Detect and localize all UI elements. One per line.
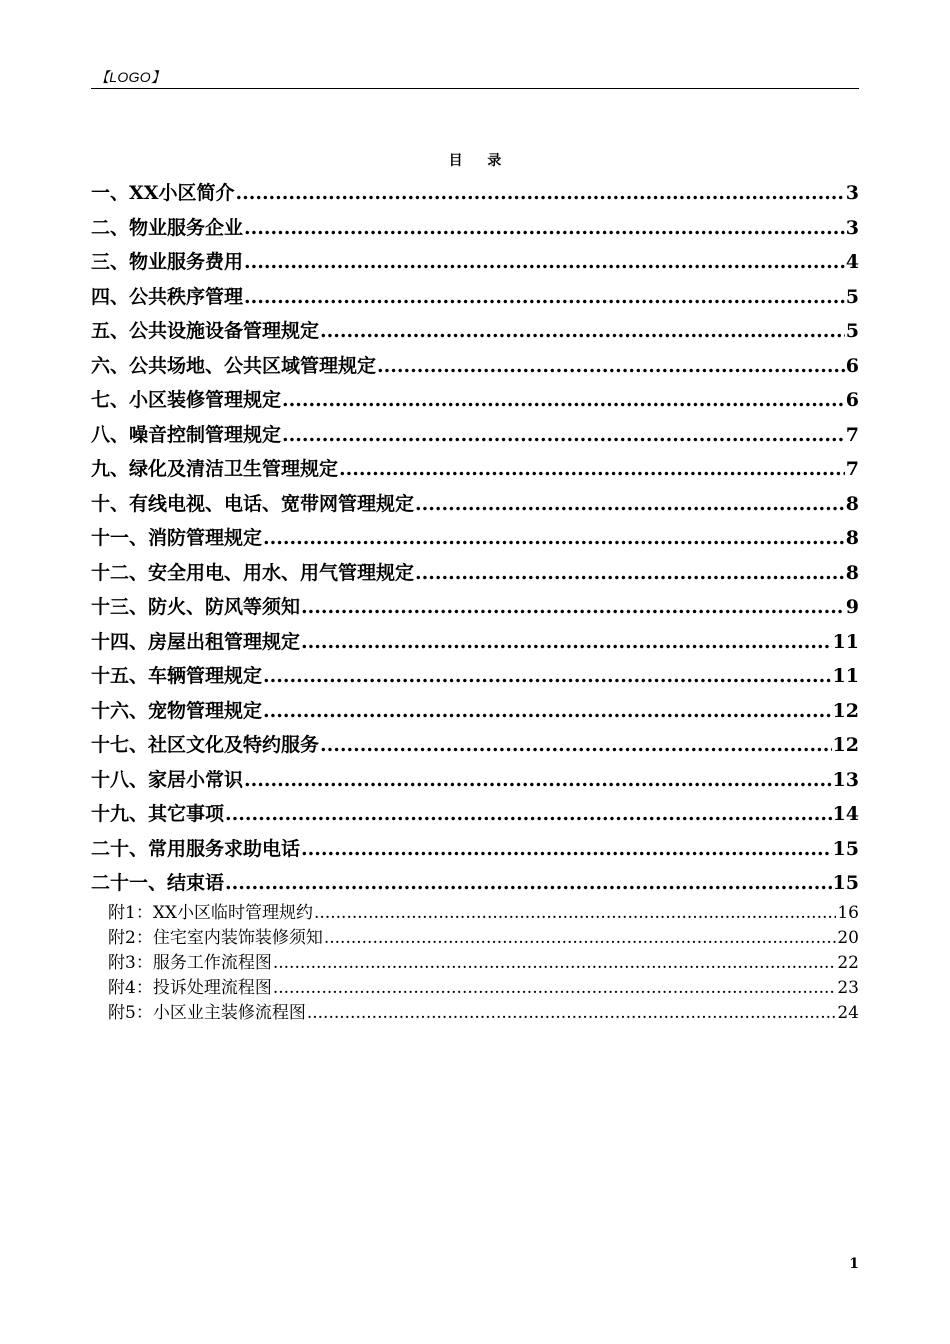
toc-entry[interactable] xyxy=(91,926,859,951)
toc-entry-label: 十八、家居小常识 xyxy=(91,768,244,791)
toc-entry-page: 6 xyxy=(845,389,859,411)
toc-entry-page: 5 xyxy=(845,320,859,342)
toc-entry-page: 11 xyxy=(832,665,859,687)
toc-entry-label: 十三、防火、防风等须知 xyxy=(91,596,301,618)
toc-leader-dots xyxy=(301,625,832,660)
toc-entry[interactable] xyxy=(91,797,859,832)
toc-entry-label: 一、XX小区简介 xyxy=(91,182,235,204)
toc-leader-dots xyxy=(225,797,832,832)
toc-entry[interactable] xyxy=(91,976,859,1001)
toc-leader-dots xyxy=(320,728,832,763)
toc-entry[interactable] xyxy=(91,280,859,315)
toc-entry[interactable] xyxy=(91,521,859,556)
toc-entry-page: 8 xyxy=(845,561,859,584)
toc-entry-label: 十二、安全用电、用水、用气管理规定 xyxy=(91,561,415,584)
toc-entry-label: 附5：小区业主装修流程图 xyxy=(108,1002,306,1023)
toc-leader-dots xyxy=(415,556,845,591)
logo-placeholder: 【LOGO】 xyxy=(95,69,166,85)
toc-entry-page: 12 xyxy=(832,699,859,722)
toc-entry-label: 附1：XX小区临时管理规约 xyxy=(108,902,314,923)
toc-leader-dots xyxy=(320,314,845,349)
toc-leader-dots xyxy=(307,1001,837,1026)
toc-entry-page: 4 xyxy=(845,251,859,273)
toc-entry-label: 十五、车辆管理规定 xyxy=(91,665,263,687)
toc-leader-dots xyxy=(263,659,832,694)
toc-entry-label: 五、公共设施设备管理规定 xyxy=(91,320,320,342)
toc-entry[interactable] xyxy=(91,901,859,926)
toc-leader-dots xyxy=(235,176,844,211)
toc-entry-page: 8 xyxy=(845,492,859,515)
toc-entry-page: 22 xyxy=(837,952,859,973)
toc-entry[interactable] xyxy=(91,452,859,487)
toc-entry[interactable] xyxy=(91,590,859,625)
toc-entry-page: 15 xyxy=(832,837,859,860)
toc-entry-page: 13 xyxy=(832,768,859,791)
toc-entry-page: 15 xyxy=(832,872,859,894)
toc-entry-page: 6 xyxy=(845,354,859,377)
page-header xyxy=(91,64,859,89)
toc-entry-label: 十七、社区文化及特约服务 xyxy=(91,734,320,756)
toc-entry-label: 十九、其它事项 xyxy=(91,803,225,825)
toc-entry[interactable] xyxy=(91,383,859,418)
toc-entry-page: 8 xyxy=(845,527,859,549)
toc-leader-dots xyxy=(339,452,845,487)
toc-entry[interactable] xyxy=(91,314,859,349)
toc-title: 目 录 xyxy=(448,153,512,169)
toc-entry-page: 14 xyxy=(832,803,859,825)
toc-leader-dots xyxy=(282,383,845,418)
toc-leader-dots xyxy=(244,245,845,280)
toc-entry-label: 十四、房屋出租管理规定 xyxy=(91,630,301,653)
toc-leader-dots xyxy=(244,211,845,246)
toc-entry-label: 七、小区装修管理规定 xyxy=(91,389,282,411)
toc-entry-label: 二十一、结束语 xyxy=(91,872,225,894)
toc-entry-page: 16 xyxy=(837,902,859,923)
toc-leader-dots xyxy=(273,951,837,976)
toc-entry-page: 23 xyxy=(837,977,859,998)
toc-entry-page: 11 xyxy=(832,630,859,653)
toc-leader-dots xyxy=(225,866,832,901)
toc-entry-page: 7 xyxy=(845,458,859,480)
toc-entry[interactable] xyxy=(91,694,859,729)
toc-entry-label: 附3：服务工作流程图 xyxy=(108,952,272,973)
toc-leader-dots xyxy=(377,349,845,384)
toc-entry[interactable] xyxy=(91,1001,859,1026)
toc-entry-label: 八、噪音控制管理规定 xyxy=(91,423,282,446)
toc-entry-page: 24 xyxy=(837,1002,859,1023)
toc-leader-dots xyxy=(301,832,832,867)
toc-entry[interactable] xyxy=(91,625,859,660)
toc-entry-page: 9 xyxy=(845,596,859,618)
toc-entry[interactable] xyxy=(91,211,859,246)
toc-entry[interactable] xyxy=(91,245,859,280)
toc-entry-label: 九、绿化及清洁卫生管理规定 xyxy=(91,458,339,480)
toc-entry-page: 3 xyxy=(845,182,859,204)
toc-leader-dots xyxy=(263,521,845,556)
toc-entry[interactable] xyxy=(91,832,859,867)
toc-entry-page: 3 xyxy=(845,216,859,239)
toc-entry-label: 十一、消防管理规定 xyxy=(91,527,263,549)
toc-entry[interactable] xyxy=(91,418,859,453)
toc-entry-page: 5 xyxy=(845,285,859,308)
toc-entry-label: 六、公共场地、公共区域管理规定 xyxy=(91,354,377,377)
toc-entry-label: 附4：投诉处理流程图 xyxy=(108,977,272,998)
toc-entry-label: 三、物业服务费用 xyxy=(91,251,244,273)
toc-entry[interactable] xyxy=(91,349,859,384)
toc-entry[interactable] xyxy=(91,763,859,798)
toc-entry[interactable] xyxy=(91,487,859,522)
toc-leader-dots xyxy=(301,590,845,625)
toc-leader-dots xyxy=(415,487,845,522)
toc-entry-label: 十六、宠物管理规定 xyxy=(91,699,263,722)
toc-entry-page: 12 xyxy=(832,734,859,756)
toc-leader-dots xyxy=(282,418,845,453)
toc-leader-dots xyxy=(244,763,832,798)
table-of-contents xyxy=(91,176,859,1026)
toc-leader-dots xyxy=(273,976,837,1001)
toc-entry[interactable] xyxy=(91,728,859,763)
toc-entry[interactable] xyxy=(91,659,859,694)
toc-entry-label: 二、物业服务企业 xyxy=(91,216,244,239)
toc-entry[interactable] xyxy=(91,556,859,591)
toc-entry-page: 7 xyxy=(845,423,859,446)
toc-entry[interactable] xyxy=(91,866,859,901)
toc-entry-label: 附2：住宅室内装饰装修须知 xyxy=(108,927,323,948)
toc-entry-page: 20 xyxy=(837,927,859,948)
toc-leader-dots xyxy=(314,901,836,926)
toc-entry-label: 二十、常用服务求助电话 xyxy=(91,837,301,860)
toc-leader-dots xyxy=(244,280,845,315)
toc-entry-label: 十、有线电视、电话、宽带网管理规定 xyxy=(91,492,415,515)
toc-entry[interactable] xyxy=(91,176,859,211)
toc-entry[interactable] xyxy=(91,951,859,976)
toc-leader-dots xyxy=(324,926,837,951)
toc-leader-dots xyxy=(263,694,832,729)
page-number: 1 xyxy=(849,1256,859,1272)
toc-entry-label: 四、公共秩序管理 xyxy=(91,285,244,308)
